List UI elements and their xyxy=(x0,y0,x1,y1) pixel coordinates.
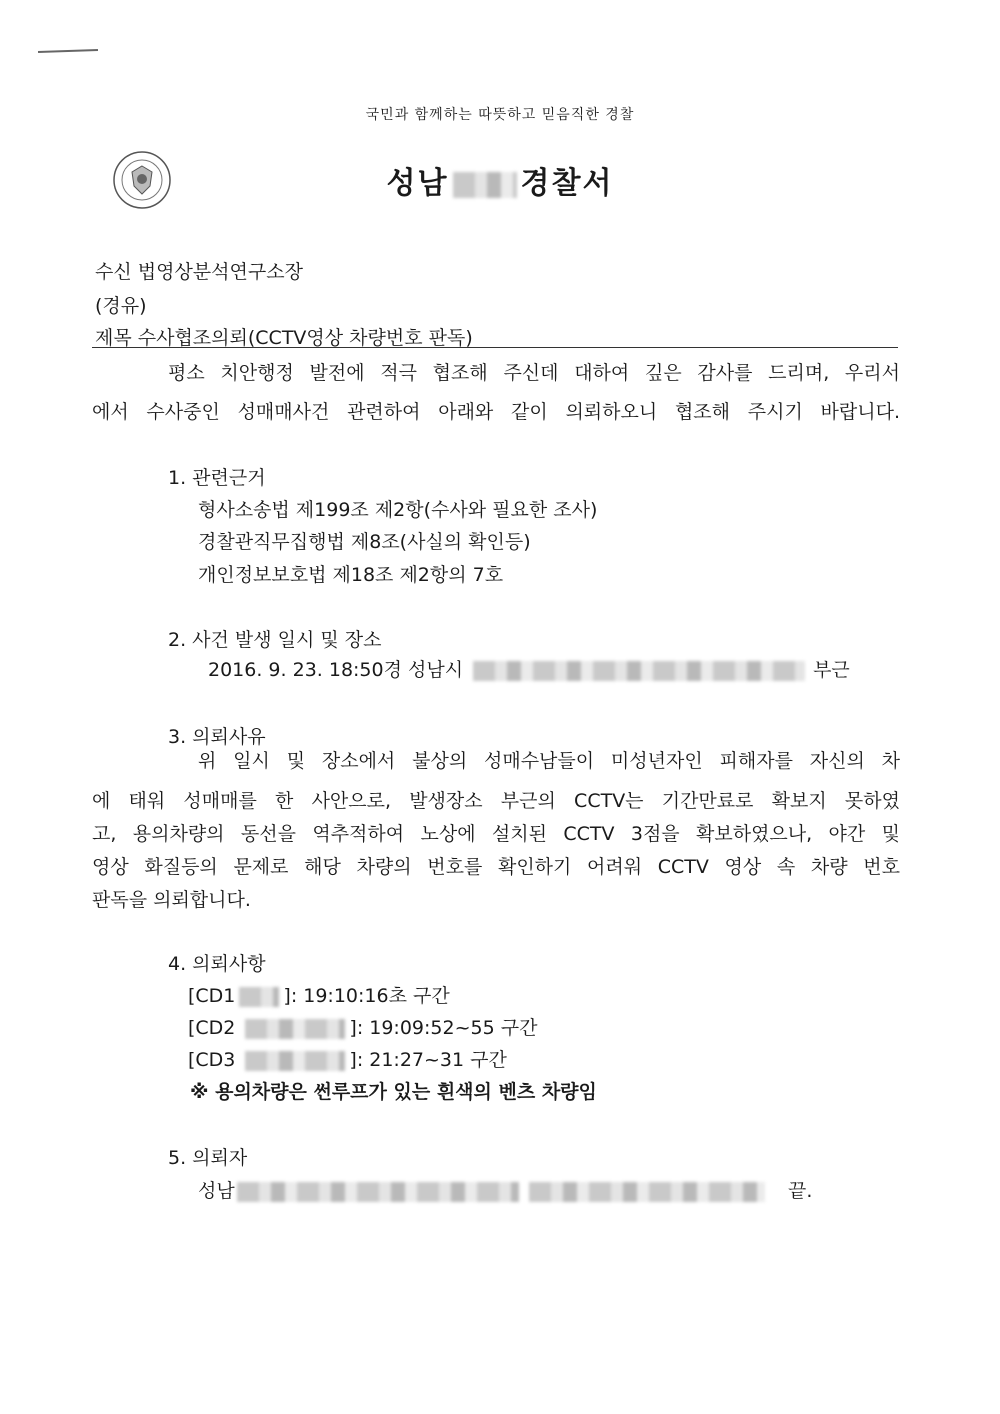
requester-prefix: 성남 xyxy=(198,1180,235,1202)
redacted-block xyxy=(529,1182,765,1202)
basis-item: 개인정보보호법 제18조 제2항의 7호 xyxy=(198,564,504,586)
redacted-block xyxy=(237,1182,519,1202)
redacted-block xyxy=(239,987,279,1007)
request-item xyxy=(188,1013,537,1040)
reason-line: 에 태워 성매매를 한 사안으로, 발생장소 부근의 CCTV는 기간만료로 확보지 못하였 xyxy=(92,790,900,812)
section-5-heading: 5. 의뢰자 xyxy=(168,1147,248,1169)
basis-item: 형사소송법 제199조 제2항(수사와 필요한 조사) xyxy=(198,499,598,521)
basis-item: 경찰관직무집행법 제8조(사실의 확인등) xyxy=(198,531,531,553)
vehicle-note: ※ 용의차량은 썬루프가 있는 흰색의 벤츠 차량임 xyxy=(190,1081,597,1103)
incident-datetime-line xyxy=(208,655,850,682)
redacted-block xyxy=(245,1051,345,1071)
request-item-open: [CD2 xyxy=(188,1017,236,1039)
request-item-close: ]: 19:10:16초 구간 xyxy=(283,985,450,1007)
end-mark: 끝. xyxy=(788,1180,813,1202)
reason-line: 위 일시 및 장소에서 불상의 성매수남들이 미성년자인 피해자를 자신의 차 xyxy=(198,750,900,772)
intro-line-1: 평소 치안행정 발전에 적극 협조해 주신데 대하여 깊은 감사를 드리며, 우리서 xyxy=(168,362,900,384)
header-divider xyxy=(92,347,898,348)
section-2-heading: 2. 사건 발생 일시 및 장소 xyxy=(168,629,382,651)
recipient-line: 수신 법영상분석연구소장 xyxy=(95,261,303,283)
request-item xyxy=(188,981,450,1008)
slogan: 국민과 함께하는 따뜻하고 믿음직한 경찰 xyxy=(365,107,635,123)
request-item-open: [CD1 xyxy=(188,985,236,1007)
section-3-heading: 3. 의뢰사유 xyxy=(168,726,266,748)
title-prefix: 성남 xyxy=(386,166,449,201)
redacted-block xyxy=(453,172,517,198)
redacted-block xyxy=(473,661,805,681)
reason-line: 영상 화질등의 문제로 해당 차량의 번호를 확인하기 어려워 CCTV 영상 속 차량 번호 xyxy=(92,856,900,878)
request-item-open: [CD3 xyxy=(188,1049,236,1071)
requester-line xyxy=(198,1176,787,1203)
request-item-close: ]: 19:09:52~55 구간 xyxy=(349,1017,538,1039)
incident-datetime: 2016. 9. 23. 18:50경 성남시 xyxy=(208,659,464,681)
redacted-block xyxy=(245,1019,345,1039)
title-suffix: 경찰서 xyxy=(520,166,614,201)
request-item-close: ]: 21:27~31 구간 xyxy=(349,1049,507,1071)
pen-mark xyxy=(38,49,98,53)
section-4-heading: 4. 의뢰사항 xyxy=(168,953,266,975)
page-title xyxy=(0,158,1000,202)
via-line: (경유) xyxy=(95,295,147,317)
request-item xyxy=(188,1045,507,1072)
subject-line: 제목 수사협조의뢰(CCTV영상 차량번호 판독) xyxy=(95,327,473,349)
incident-location-suffix: 부근 xyxy=(813,659,850,681)
reason-line: 고, 용의차량의 동선을 역추적하여 노상에 설치된 CCTV 3점을 확보하였으나, 야간 및 xyxy=(92,823,900,845)
section-1-heading: 1. 관련근거 xyxy=(168,467,266,489)
reason-line: 판독을 의뢰합니다. xyxy=(92,889,251,911)
intro-line-2: 에서 수사중인 성매매사건 관련하여 아래와 같이 의뢰하오니 협조해 주시기 바랍니다. xyxy=(92,401,900,423)
